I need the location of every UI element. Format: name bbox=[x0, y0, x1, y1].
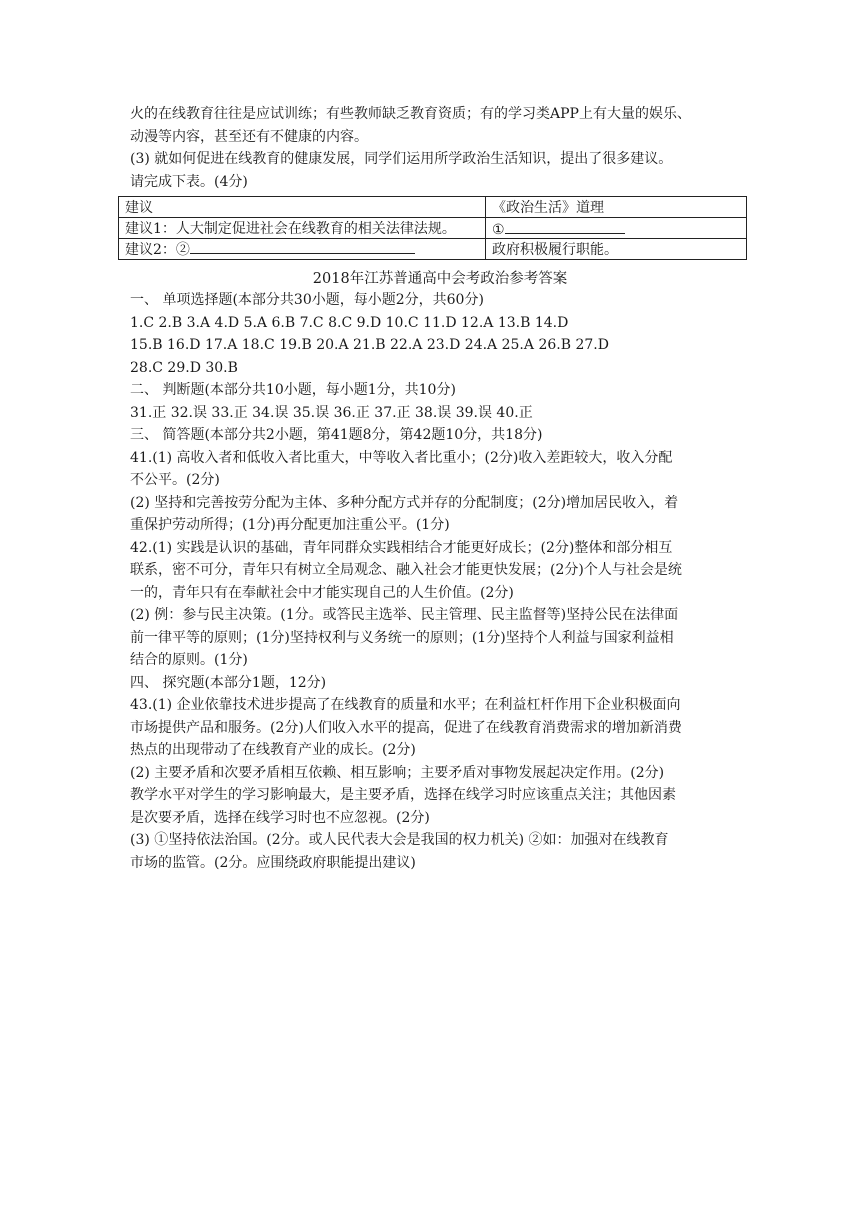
answer-line: 31.正 32.误 33.正 34.误 35.误 36.正 37.正 38.误 39.误 40.正 bbox=[130, 404, 533, 421]
answer-line: 重保护劳动所得；(1分)再分配更加注重公平。(1分) bbox=[130, 517, 450, 533]
answer-line: 市场的监管。(2分。应围绕政府职能提出建议) bbox=[130, 854, 416, 871]
section-heading: 一、 单项选择题(本部分共30小题，每小题2分，共60分) bbox=[130, 292, 484, 308]
answer-line: 是次要矛盾，选择在线学习时也不应忽视。(2分) bbox=[130, 809, 430, 826]
answer-line: (2) 主要矛盾和次要矛盾相互依赖、相互影响；主要矛盾对事物发展起决定作用。(2分) bbox=[130, 764, 665, 781]
answer-line: 15.B 16.D 17.A 18.C 19.B 20.A 21.B 22.A 23.D 24.A 25.A 26.B 27.D bbox=[130, 337, 609, 353]
suggestion-2-prefix: 建议2：② bbox=[125, 242, 190, 258]
answer-line: 热点的出现带动了在线教育产业的成长。(2分) bbox=[130, 742, 416, 758]
text-line: 火的在线教育往往是应试训练；有些教师缺乏教育资质；有的学习类APP上有大量的娱乐、 bbox=[130, 106, 691, 122]
section-heading: 四、 探究题(本部分1题，12分) bbox=[130, 674, 327, 691]
answer-line: 28.C 29.D 30.B bbox=[130, 359, 238, 376]
answer-title: 2018年江苏普通高中会考政治参考答案 bbox=[312, 271, 568, 287]
text-line: 请完成下表。(4分) bbox=[130, 173, 248, 190]
answer-line: 43.(1) 企业依靠技术进步提高了在线教育的质量和水平；在利益杠杆作用下企业积极面向 bbox=[130, 697, 681, 713]
answer-line: 市场提供产品和服务。(2分)人们收入水平的提高，促进了在线教育消费需求的增加新消费 bbox=[130, 719, 682, 736]
answer-line: (2) 例：参与民主决策。(1分。或答民主选举、民主管理、民主监督等)坚持公民在法律面 bbox=[130, 607, 679, 623]
section-heading: 二、 判断题(本部分共10小题，每小题1分，共10分) bbox=[130, 382, 456, 398]
answer-line: 联系，密不可分，青年只有树立全局观念、融入社会才能更快发展；(2分)个人与社会是统 bbox=[130, 562, 682, 578]
answer-line: 一的，青年只有在奉献社会中才能实现自己的人生价值。(2分) bbox=[130, 584, 514, 601]
text-line: 动漫等内容，甚至还有不健康的内容。 bbox=[130, 128, 368, 145]
table-header-suggestion: 建议 bbox=[119, 197, 486, 218]
table-cell-principle-1 bbox=[486, 218, 747, 239]
answer-key bbox=[130, 289, 750, 874]
blank-marker: ① bbox=[492, 221, 505, 238]
section-heading: 三、 简答题(本部分共2小题，第41题8分，第42题10分，共18分) bbox=[130, 427, 543, 443]
table-row bbox=[119, 239, 747, 260]
suggestion-table bbox=[118, 196, 747, 260]
answer-blank-line bbox=[190, 239, 415, 254]
answer-line: 教学水平对学生的学习影响最大，是主要矛盾，选择在线学习时应该重点关注；其他因素 bbox=[130, 787, 676, 803]
answer-line: (2) 坚持和完善按劳分配为主体、多种分配方式并存的分配制度；(2分)增加居民收入，着 bbox=[130, 494, 679, 511]
table-row bbox=[119, 218, 747, 239]
answer-line: (3) ①坚持依法治国。(2分。或人民代表大会是我国的权力机关) ②如：加强对在线教育 bbox=[130, 832, 669, 848]
answer-line: 结合的原则。(1分) bbox=[130, 652, 248, 668]
table-cell-principle-2: 政府积极履行职能。 bbox=[486, 239, 747, 260]
answer-line: 前一律平等的原则；(1分)坚持权利与义务统一的原则；(1分)坚持个人利益与国家利益相 bbox=[130, 629, 674, 646]
question-text bbox=[130, 103, 750, 193]
text-line: (3) 就如何促进在线教育的健康发展，同学们运用所学政治生活知识，提出了很多建议。 bbox=[130, 151, 673, 167]
table-cell-suggestion-1: 建议1：人大制定促进社会在线教育的相关法律法规。 bbox=[119, 218, 486, 239]
answer-blank-line bbox=[505, 219, 625, 234]
answer-line: 42.(1) 实践是认识的基础，青年同群众实践相结合才能更好成长；(2分)整体和部分相互 bbox=[130, 539, 673, 556]
table-header-row bbox=[119, 197, 747, 218]
answer-line: 1.C 2.B 3.A 4.D 5.A 6.B 7.C 8.C 9.D 10.C 11.D 12.A 13.B 14.D bbox=[130, 314, 569, 331]
answer-line: 不公平。(2分) bbox=[130, 472, 220, 488]
table-cell-suggestion-2 bbox=[119, 239, 486, 260]
table-header-principle: 《政治生活》道理 bbox=[486, 197, 747, 218]
answer-line: 41.(1) 高收入者和低收入者比重大，中等收入者比重小；(2分)收入差距较大，收入分配 bbox=[130, 449, 673, 466]
